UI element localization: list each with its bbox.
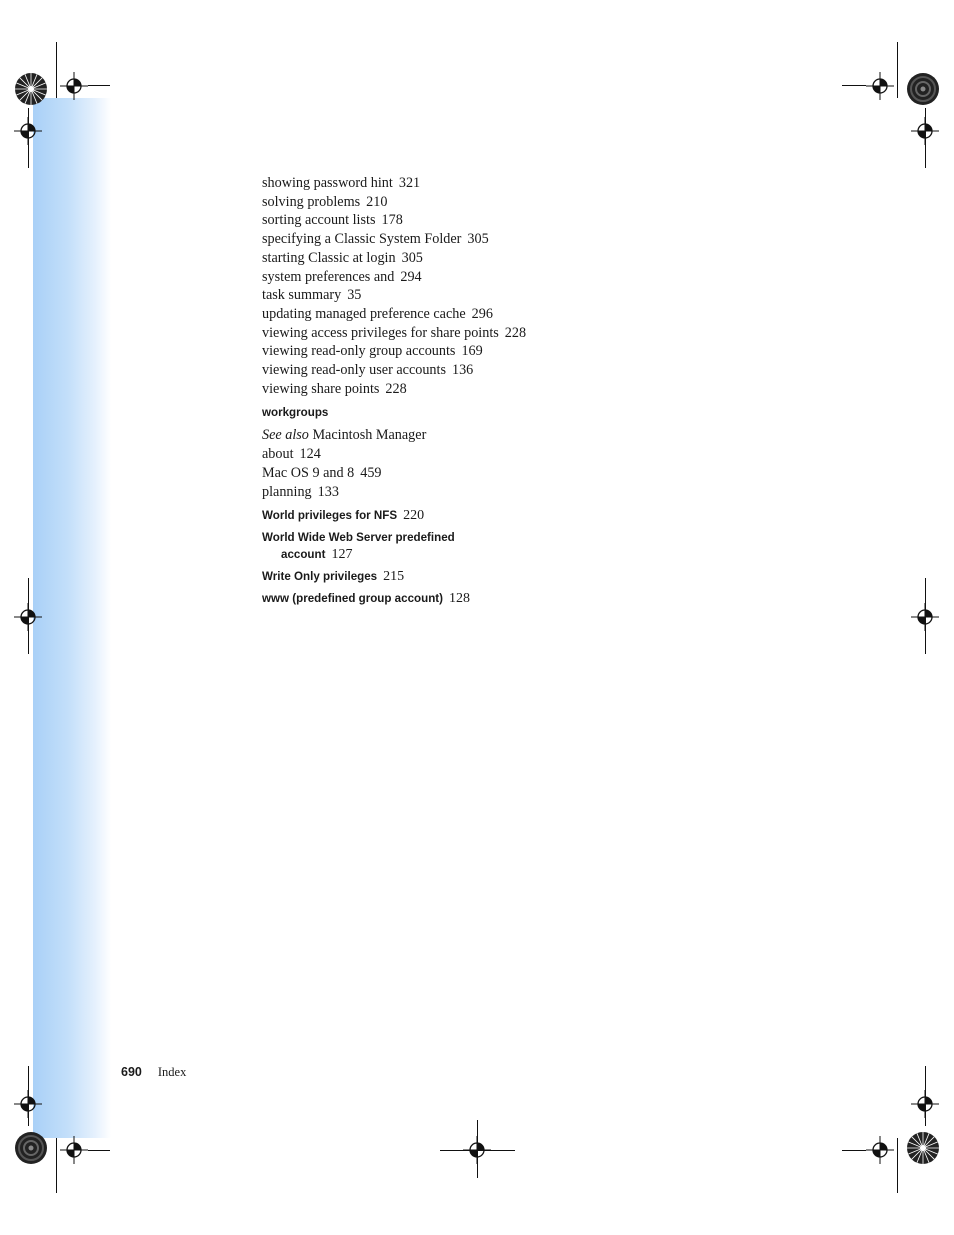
index-subentry: solving problems 210	[262, 193, 388, 210]
index-subentry: system preferences and 294	[262, 268, 422, 285]
index-heading-www-group: www (predefined group account) 128	[262, 591, 470, 607]
index-subentry: showing password hint 321	[262, 175, 421, 191]
index-see-also: See also Macintosh Manager	[262, 427, 427, 444]
registration-mark-icon	[866, 72, 894, 100]
footer-section-label: Index	[157, 1065, 187, 1079]
crop-mark-line	[88, 85, 110, 86]
page-footer	[121, 1063, 186, 1081]
crop-mark-line	[897, 1138, 898, 1193]
starburst-target-icon	[14, 1131, 48, 1165]
registration-mark-icon	[60, 1136, 88, 1164]
registration-mark-icon	[911, 117, 939, 145]
registration-mark-icon	[14, 1090, 42, 1118]
index-subentry: about 124	[262, 446, 321, 463]
page-number: 690	[121, 1065, 142, 1079]
index-subentry: viewing access privileges for share points 228	[262, 324, 527, 341]
index-subentry: planning 133	[262, 483, 339, 500]
registration-mark-icon	[911, 1090, 939, 1118]
crop-mark-line	[842, 85, 866, 86]
index-subentry: viewing read-only user accounts 136	[262, 362, 474, 379]
starburst-target-icon	[906, 1131, 940, 1165]
registration-mark-icon	[14, 603, 42, 631]
crop-mark-line	[897, 42, 898, 98]
crop-mark-line	[842, 1150, 866, 1151]
index-column	[262, 174, 682, 607]
crop-mark-line	[56, 1138, 57, 1193]
index-subentry: viewing read-only group accounts 169	[262, 343, 483, 360]
registration-mark-icon	[14, 117, 42, 145]
index-subentry: specifying a Classic System Folder 305	[262, 231, 489, 248]
starburst-target-icon	[14, 72, 48, 106]
registration-mark-icon	[866, 1136, 894, 1164]
index-subentry: viewing share points 228	[262, 380, 407, 397]
index-subentry: updating managed preference cache 296	[262, 305, 493, 322]
index-heading-write-only: Write Only privileges 215	[262, 569, 405, 585]
index-heading-world-privileges: World privileges for NFS 220	[262, 508, 425, 524]
index-subentry: Mac OS 9 and 8 459	[262, 464, 382, 481]
registration-mark-icon	[911, 603, 939, 631]
starburst-target-icon	[906, 72, 940, 106]
index-subentry: starting Classic at login 305	[262, 249, 423, 266]
index-heading-workgroups: workgroups	[262, 406, 329, 420]
crop-mark-line	[56, 42, 57, 98]
index-tab-bar	[33, 98, 111, 1138]
registration-mark-icon	[60, 72, 88, 100]
index-subentry: task summary 35	[262, 287, 362, 304]
index-heading-www-server: World Wide Web Server predefined	[262, 531, 455, 545]
index-heading-www-server-continued: account 127	[281, 547, 353, 563]
crop-mark-line	[88, 1150, 110, 1151]
crop-mark-line	[477, 1120, 478, 1178]
index-subentry: sorting account lists 178	[262, 212, 403, 229]
